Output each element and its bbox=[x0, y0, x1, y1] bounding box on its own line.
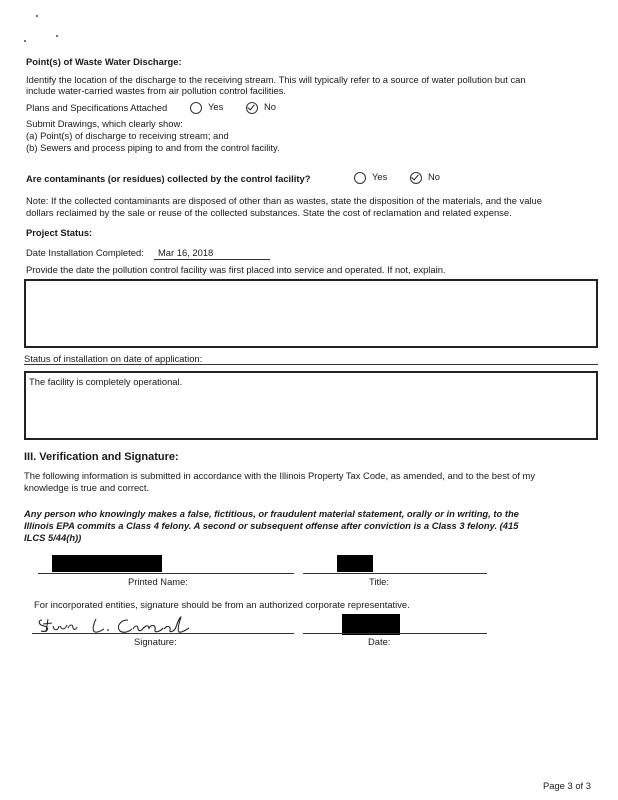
warning-line3: ILCS 5/44(h)) bbox=[24, 532, 82, 543]
title-line bbox=[303, 573, 487, 574]
date-installation-value[interactable]: Mar 16, 2018 bbox=[158, 247, 214, 258]
discharge-instruction-line2: include water-carried wastes from air pollution control facilities. bbox=[26, 85, 287, 96]
verification-heading: III. Verification and Signature: bbox=[24, 451, 179, 463]
printed-name-label: Printed Name: bbox=[128, 576, 188, 587]
title-redacted bbox=[337, 555, 373, 572]
date-line bbox=[303, 633, 487, 634]
plans-no-option[interactable] bbox=[246, 101, 276, 114]
signature-label: Signature: bbox=[134, 636, 177, 647]
date-installation-label: Date Installation Completed: bbox=[26, 247, 144, 258]
date-redacted bbox=[342, 614, 400, 635]
discharge-instruction-line1: Identify the location of the discharge to the receiving stream. This will typically refer to a source of water pollution but can bbox=[26, 74, 526, 85]
plans-label: Plans and Specifications Attached bbox=[26, 102, 168, 113]
status-textbox[interactable] bbox=[24, 371, 598, 440]
explanation-textbox[interactable] bbox=[24, 279, 598, 348]
explanation-text bbox=[26, 281, 596, 287]
status-label-rule bbox=[24, 364, 598, 365]
verification-text-line2: knowledge is true and correct. bbox=[24, 482, 150, 493]
signature-stroke bbox=[93, 619, 104, 632]
status-text: The facility is completely operational. bbox=[29, 376, 183, 387]
contaminants-yes-label: Yes bbox=[372, 171, 388, 182]
contaminants-yes-radio[interactable] bbox=[354, 172, 366, 184]
submit-drawings-a: (a) Point(s) of discharge to receiving stream; and bbox=[26, 130, 229, 141]
contaminants-no-radio[interactable] bbox=[410, 172, 422, 184]
plans-yes-label: Yes bbox=[208, 101, 224, 112]
contaminants-yes-option[interactable] bbox=[354, 171, 387, 184]
discharge-heading: Point(s) of Waste Water Discharge: bbox=[26, 56, 182, 67]
signature-stroke bbox=[53, 625, 77, 630]
warning-line2: Illinois EPA commits a Class 4 felony. A second or subsequent offense after conviction is a Class 3 felony. (415 bbox=[24, 520, 519, 531]
contaminants-question: Are contaminants (or residues) collected by the control facility? bbox=[26, 173, 311, 184]
provide-date-text: Provide the date the pollution control facility was first placed into service and operated. If not, explain. bbox=[26, 264, 446, 275]
verification-text-line1: The following information is submitted in accordance with the Illinois Property Tax Code, as amended, and to the best of my bbox=[24, 470, 536, 481]
scan-speck bbox=[24, 40, 26, 42]
submit-drawings-b: (b) Sewers and process piping to and from the control facility. bbox=[26, 142, 280, 153]
plans-yes-radio[interactable] bbox=[190, 102, 202, 114]
title-label: Title: bbox=[369, 576, 389, 587]
date-label: Date: bbox=[368, 636, 391, 647]
warning-line1: Any person who knowingly makes a false, fictitious, or fraudulent material statement, orally or in writing, to the bbox=[24, 508, 519, 519]
plans-yes-option[interactable] bbox=[190, 101, 223, 114]
status-installation-label: Status of installation on date of application: bbox=[24, 353, 203, 364]
contaminants-no-option[interactable] bbox=[410, 171, 440, 184]
signature-dot bbox=[107, 629, 109, 631]
contaminants-no-label: No bbox=[428, 171, 440, 182]
submit-drawings-label: Submit Drawings, which clearly show: bbox=[26, 118, 183, 129]
project-status-heading: Project Status: bbox=[26, 227, 93, 238]
plans-no-label: No bbox=[264, 101, 276, 112]
printed-name-redacted bbox=[52, 555, 162, 572]
contaminants-note-line2: dollars reclaimed by the sale or reuse of the collected substances. State the cost of reclamation and related expense. bbox=[26, 207, 512, 218]
printed-name-line bbox=[38, 573, 294, 574]
signature-stroke bbox=[118, 617, 189, 632]
plans-no-radio[interactable] bbox=[246, 102, 258, 114]
contaminants-note-line1: Note: If the collected contaminants are disposed of other than as wastes, state the disposition of the materials, and the value bbox=[26, 195, 542, 206]
date-installation-underline bbox=[154, 259, 270, 260]
scan-speck bbox=[56, 35, 58, 37]
signature-line bbox=[32, 633, 294, 634]
scan-speck bbox=[36, 15, 38, 17]
page-number: Page 3 of 3 bbox=[543, 780, 591, 791]
incorporated-note: For incorporated entities, signature should be from an authorized corporate representative. bbox=[34, 599, 410, 610]
